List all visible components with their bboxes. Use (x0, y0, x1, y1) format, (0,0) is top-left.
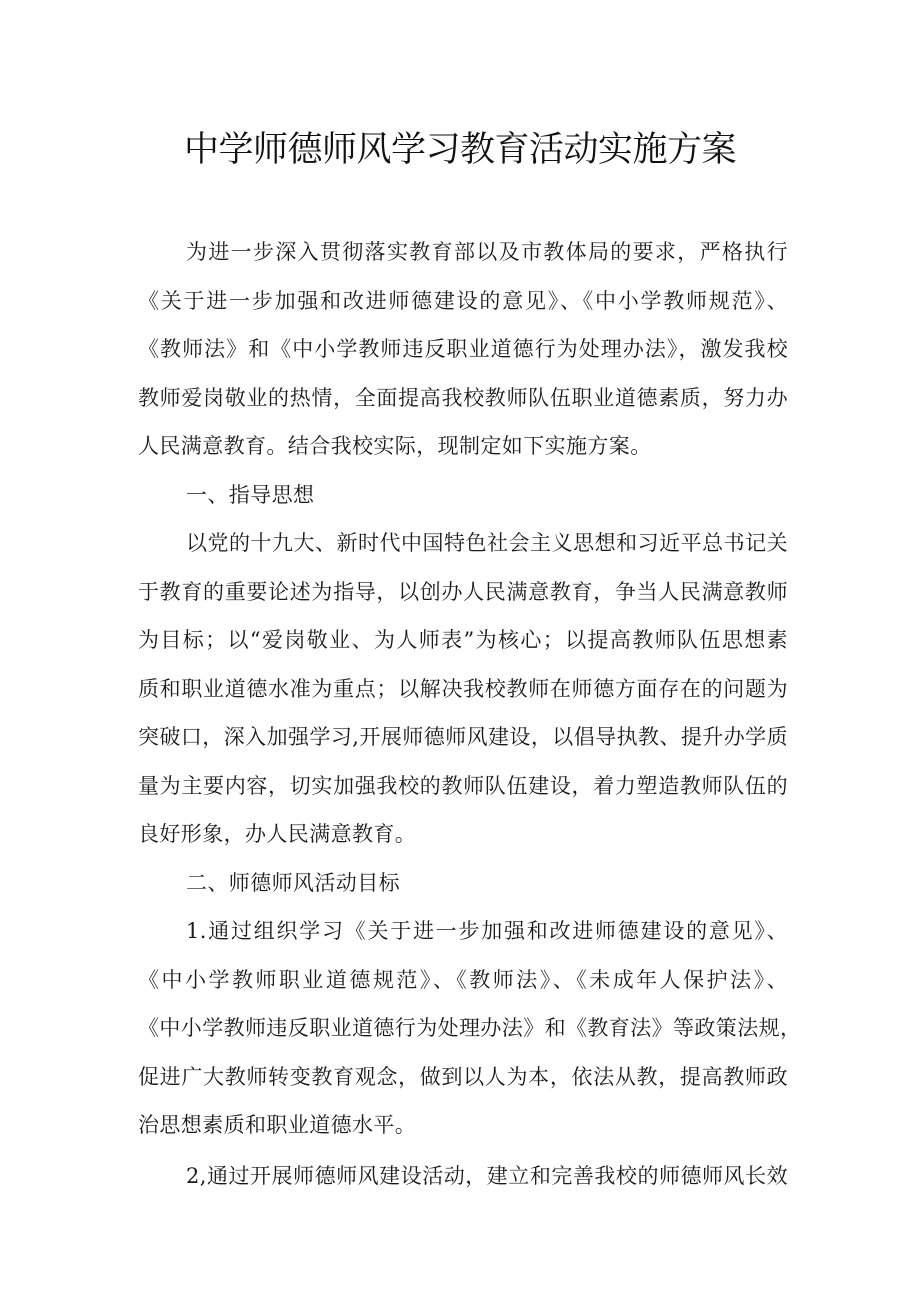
paragraph-line: 教师爱岗敬业的热情，全面提高我校教师队伍职业道德素质，努力办 (138, 385, 788, 410)
paragraph-line: 《关于进一步加强和改进师德建设的意见》、《中小学教师规范》、 (138, 288, 788, 313)
paragraph-line: 量为主要内容，切实加强我校的教师队伍建设，着力塑造教师队伍的 (138, 773, 788, 798)
paragraph-line: 治思想素质和职业道德水平。 (138, 1113, 417, 1137)
paragraph-line: 质和职业道德水准为重点；以解决我校教师在师德方面存在的问题为 (138, 676, 788, 701)
paragraph-line: 促进广大教师转变教育观念，做到以人为本，依法从教，提高教师政 (138, 1064, 788, 1089)
section-heading: 二、师德师风活动目标 (186, 870, 400, 895)
paragraph-line: 1.通过组织学习《关于进一步加强和改进师德建设的意见》、 (186, 919, 788, 943)
section-heading: 一、指导思想 (186, 482, 315, 507)
paragraph-line: 人民满意教育。结合我校实际，现制定如下实施方案。 (138, 434, 652, 458)
paragraph-line: 《中小学教师职业道德规范》、《教师法》、《未成年人保护法》、 (138, 967, 788, 992)
paragraph-line: 于教育的重要论述为指导，以创办人民满意教育，争当人民满意教师 (138, 579, 788, 604)
paragraph-line: 为目标；以“爱岗敬业、为人师表”为核心；以提高教师队伍思想素 (138, 628, 788, 652)
paragraph-line: 突破口，深入加强学习,开展师德师风建设，以倡导执教、提升办学质 (138, 725, 788, 749)
paragraph-line: 以党的十九大、新时代中国特色社会主义思想和习近平总书记关 (186, 531, 788, 555)
paragraph-line: 2,通过开展师德师风建设活动，建立和完善我校的师德师风长效 (186, 1163, 788, 1188)
paragraph-line: 良好形象，办人民满意教育。 (138, 822, 417, 846)
document-body (138, 232, 802, 1204)
document-title: 中学师德师风学习教育活动实施方案 (183, 130, 736, 170)
paragraph-line: 《中小学教师违反职业道德行为处理办法》和《教育法》等政策法规， (138, 1016, 802, 1040)
paragraph-line: 为进一步深入贯彻落实教育部以及市教体局的要求，严格执行 (186, 240, 788, 264)
paragraph-line: 《教师法》和《中小学教师违反职业道德行为处理办法》，激发我校 (138, 337, 788, 361)
